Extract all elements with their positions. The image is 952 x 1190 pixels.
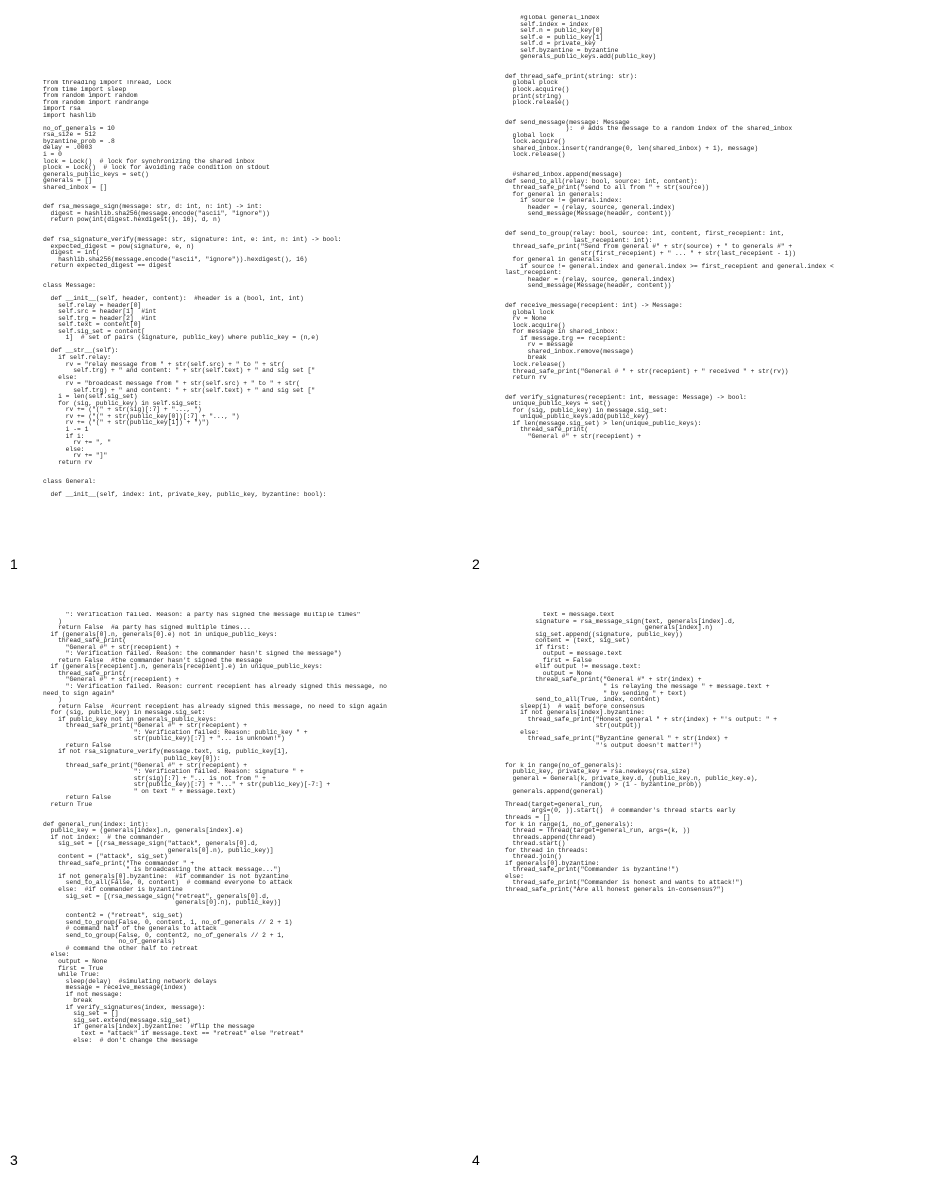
code-line: thread.start() xyxy=(505,840,566,848)
code-line: break xyxy=(505,354,547,362)
code-line: if not rsa_signature_verify(message.text, sig, public_key[1], xyxy=(43,748,289,756)
code-line: " by sending " + text) xyxy=(505,689,687,697)
code-line: self.e = public_key[1] xyxy=(505,33,604,41)
code-line: i = len(self.sig_set) xyxy=(43,393,138,401)
code-line: generals[0].n), public_key)] xyxy=(43,846,274,854)
code-line: class General: xyxy=(43,478,96,486)
code-line: self.text = content[0] xyxy=(43,321,142,329)
page-number-1: 1 xyxy=(10,556,18,572)
code-line: thread_safe_print( xyxy=(505,426,589,434)
code-line: generals_public_keys = set() xyxy=(43,170,149,178)
code-line: return True xyxy=(43,800,93,808)
code-line: if not generals[0].byzantine: #if commander is not byzantine xyxy=(43,872,289,880)
code-line: thread_safe_print("Honest general " + str(index) + "'s output: " + xyxy=(505,715,778,723)
code-line: threads.append(thread) xyxy=(505,833,596,841)
code-line: global lock xyxy=(505,308,555,316)
code-line: for (sig, public_key) in message.sig_set: xyxy=(505,406,668,414)
code-line: # command the other half to retreat xyxy=(43,944,198,952)
code-line: "General #" + str(recepient) + xyxy=(43,676,180,684)
code-line: str(output)) xyxy=(505,722,642,730)
code-line: return expected_digest == digest xyxy=(43,262,172,270)
code-line: signature = rsa_message_sign(text, generals[index].d, xyxy=(505,617,736,625)
code-line: last_recepient: xyxy=(505,269,562,277)
code-line: return False xyxy=(43,741,112,749)
code-line: for message in shared_inbox: xyxy=(505,328,619,336)
code-line: return rv xyxy=(43,458,93,466)
page-3 xyxy=(43,612,468,1152)
code-line: for thread in threads: xyxy=(505,846,589,854)
code-line: digest = hashlib.sha256(message.encode("ascii", "ignore")) xyxy=(43,209,270,217)
code-line: digest = int( xyxy=(43,249,100,257)
code-line: str(public_key)[:7] + "... is unknown!") xyxy=(43,735,285,743)
page-number-2: 2 xyxy=(472,556,480,572)
code-line: self.index = index xyxy=(505,20,589,28)
code-line: thread_safe_print("send to all from " + str(source)) xyxy=(505,184,710,192)
code-line: sig_set.append((signature, public_key)) xyxy=(505,630,683,638)
code-line: def thread_safe_print(string: str): xyxy=(505,72,638,80)
code-line: random() > (1 - byzantine_prob)) xyxy=(505,781,702,789)
code-line: thread_safe_print("Commander is byzantine!") xyxy=(505,866,679,874)
code-line: self.d = private_key xyxy=(505,40,596,48)
code-line: thread_safe_print("Byzantine general " + str(index) + xyxy=(505,735,728,743)
code-line: #shared_inbox.append(message) xyxy=(505,171,623,179)
code-line: generals[index].n) xyxy=(505,624,713,632)
code-line: need to sign again" xyxy=(43,689,115,697)
code-line: send_to_all(False, 0, content) # command everyone to attack xyxy=(43,879,293,887)
code-line: def send_to_group(relay: bool, source: int, content, first_recepient: int, xyxy=(505,230,785,238)
code-line: thread_safe_print("General #" + str(index) + xyxy=(505,676,702,684)
code-line: send_to_group(False, 0, content, 1, no_of_generals // 2 + 1) xyxy=(43,918,293,926)
code-line: output = None xyxy=(505,669,592,677)
code-line: "General #" + str(recepient) + xyxy=(43,643,180,651)
code-line: else: xyxy=(43,951,70,959)
code-line: global lock xyxy=(505,131,555,139)
page-1 xyxy=(43,80,468,560)
code-line: first = True xyxy=(43,964,104,972)
code-line: i = 0 xyxy=(43,151,62,159)
code-line: return False xyxy=(43,794,112,802)
code-line: import hashlib xyxy=(43,111,96,119)
code-line: if self.relay: xyxy=(43,353,112,361)
code-line: self.sig_set = content[ xyxy=(43,327,146,335)
code-line: def send_to_all(relay: bool, source: int, content): xyxy=(505,177,698,185)
code-line: else: xyxy=(43,445,85,453)
code-line: def send_message(message: Message xyxy=(505,118,630,126)
code-line: return False #a party has signed multiple times... xyxy=(43,624,251,632)
code-line: thread_safe_print("Send from general #" + str(source) + " to generals #" + xyxy=(505,243,793,251)
code-line: if generals[index].byzantine: #flip the message xyxy=(43,1023,255,1031)
code-line: rv = None xyxy=(505,315,547,323)
code-line: ): # adds the message to a random index of the shared_inbox xyxy=(505,125,793,133)
code-line: 1] # set of pairs (signature, public_key) where public_key = (n,e) xyxy=(43,334,319,342)
code-line: break xyxy=(43,997,93,1005)
code-line: if source != general.index: xyxy=(505,197,623,205)
code-line: send_to_all(True, index, content) xyxy=(505,696,660,704)
code-line: send_message(Message(header, content)) xyxy=(505,282,672,290)
code-line: if verify_signatures(index, message): xyxy=(43,1003,206,1011)
page-number-4: 4 xyxy=(472,1152,480,1168)
code-line: from threading import Thread, Lock xyxy=(43,80,172,86)
code-line: thread_safe_print("Are all honest generals in-consensus?") xyxy=(505,885,725,893)
code-line: rv += ("(" + str(public_key[0])[:7] + "..., ") xyxy=(43,412,240,420)
code-line: else: xyxy=(505,872,524,880)
code-line: rv = "broadcast message from " + str(self.src) + " to " + str( xyxy=(43,380,300,388)
code-line: shared_inbox = [] xyxy=(43,183,108,191)
code-line: self.trg = header[2] #int xyxy=(43,314,157,322)
code-line: Thread(target=general_run, xyxy=(505,800,604,808)
code-line: thread.join() xyxy=(505,853,562,861)
code-line: no_of_generals) xyxy=(43,938,176,946)
code-line: def general_run(index: int): xyxy=(43,820,149,828)
code-line: expected_digest = pow(signature, e, n) xyxy=(43,242,195,250)
code-line: self.trg) + " and content: " + str(self.text) + " and sig set [" xyxy=(43,367,316,375)
code-line: def verify_signatures(recepient: int, message: Message) -> bool: xyxy=(505,393,747,401)
code-line: " is broadcasting the attack message...") xyxy=(43,866,282,874)
code-line: sig_set = [(rsa_message_sign("retreat", generals[0].d, xyxy=(43,892,270,900)
code-line: self.byzantine = byzantine xyxy=(505,46,619,54)
code-line: lock.acquire() xyxy=(505,321,566,329)
code-line: rv += ("(" + str(public_key[1]) + ")") xyxy=(43,419,210,427)
code-line: hashlib.sha256(message.encode("ascii", "ignore")).hexdigest(), 16) xyxy=(43,255,308,263)
code-line: thread_safe_print("General #" + str(recepient) + xyxy=(43,761,248,769)
code-line: lock = Lock() # lock for synchronizing the shared inbox xyxy=(43,157,255,165)
code-line: rv += ("(" + str(sig)[:7] + "..., ") xyxy=(43,406,202,414)
code-line: public_key[0]): xyxy=(43,755,221,763)
code-line: def receive_message(recepient: int) -> Message: xyxy=(505,302,683,310)
code-line: thread_safe_print("The commander " + xyxy=(43,859,195,867)
code-line: #global general_index xyxy=(505,15,600,21)
code-line: import rsa xyxy=(43,105,81,113)
code-line: generals[0].n), public_key)] xyxy=(43,899,282,907)
code-line: i -= 1 xyxy=(43,425,89,433)
code-line: if public_key not in generals_public_keys: xyxy=(43,715,217,723)
code-line: for (sig, public_key) in message.sig_set: xyxy=(43,709,206,717)
code-line: thread_safe_print("Commander is honest and wants to attack!") xyxy=(505,879,744,887)
code-line: return False #current recepient has already signed this message, no need to sign again xyxy=(43,702,387,710)
code-line: public_key, private_key = rsa.newkeys(rsa_size) xyxy=(505,768,691,776)
code-line: str(sig)[:7] + "... is not from " + xyxy=(43,774,266,782)
code-line: "General #" + str(recepient) + xyxy=(505,433,642,440)
code-line: header = (relay, source, general.index) xyxy=(505,275,676,283)
code-line: message = receive_message(index) xyxy=(43,984,187,992)
code-line: while True: xyxy=(43,971,100,979)
code-line: if generals[0].byzantine: xyxy=(505,859,600,867)
code-line: content = (text, sig_set) xyxy=(505,637,630,645)
code-line: sleep(1) # wait before consensus xyxy=(505,702,645,710)
code-line: for general in generals: xyxy=(505,256,604,264)
code-line: if not index: # the commander xyxy=(43,833,164,841)
code-line: self.n = public_key[0] xyxy=(505,27,604,35)
code-line: ": Verification failed. Reason: signature " + xyxy=(43,768,304,776)
code-line: if (generals[recepient].n, generals[recepient].e) in unique_public_keys: xyxy=(43,663,323,671)
code-line: no_of_generals = 10 xyxy=(43,124,115,132)
code-line: unique_public_keys.add(public_key) xyxy=(505,413,649,421)
code-line: send_to_group(False, 0, content2, no_of_generals // 2 + 1, xyxy=(43,931,285,939)
code-line: thread = Thread(target=general_run, args=(k, )) xyxy=(505,827,691,835)
code-line: rsa_size = 512 xyxy=(43,131,96,139)
code-line: shared_inbox.insert(randrange(0, len(shared_inbox) + 1), message) xyxy=(505,144,759,152)
code-line: text = message.text xyxy=(505,612,615,618)
code-line: shared_inbox.remove(message) xyxy=(505,347,634,355)
code-line: rv += "]" xyxy=(43,452,108,460)
code-line: for k in range(no_of_generals): xyxy=(505,761,623,769)
code-line: ": Verification failed. Reason: the commander hasn't signed the message") xyxy=(43,650,342,658)
code-line: ) xyxy=(43,696,62,704)
code-line: else: xyxy=(505,728,540,736)
code-line: plock.acquire() xyxy=(505,86,570,94)
code-line: global plock xyxy=(505,79,558,87)
code-line: sig_set = [] xyxy=(43,1010,119,1018)
code-line: return rv xyxy=(505,374,547,382)
code-line: ": Verification failed. Reason: current recepient has already signed this message, no xyxy=(43,683,387,691)
code-line: rv += ", " xyxy=(43,439,112,447)
code-line: else: #if commander is byzantine xyxy=(43,885,183,893)
code-line: if (generals[0].n, generals[0].e) not in unique_public_keys: xyxy=(43,630,278,638)
code-line: send_message(Message(header, content)) xyxy=(505,210,672,218)
code-line: else: # don't change the message xyxy=(43,1036,198,1044)
code-line: thread_safe_print("General # " + str(recepient) + " received " + str(rv)) xyxy=(505,367,789,375)
code-line: args=(0, )).start() # commander's thread starts early xyxy=(505,807,736,815)
code-line: rv = "relay message from " + str(self.src) + " to " + str( xyxy=(43,360,285,368)
code-line: return False #the commander hasn't signed the message xyxy=(43,656,263,664)
code-line: generals_public_keys.add(public_key) xyxy=(505,53,657,61)
code-line: def __init__(self, index: int, private_key, public_key, byzantine: bool): xyxy=(43,491,327,499)
code-line: from random import random xyxy=(43,92,138,100)
code-line: public_key = (generals[index].n, generals[index].e) xyxy=(43,827,244,835)
code-line: ) xyxy=(43,617,62,625)
code-line: self.src = header[1] #int xyxy=(43,308,157,316)
code-line: elif output != message.text: xyxy=(505,663,642,671)
code-line: unique_public_keys = set() xyxy=(505,400,611,408)
code-block-3 xyxy=(43,612,468,1044)
code-block-4 xyxy=(505,612,945,894)
code-line: def rsa_message_sign(message: str, d: int, n: int) -> int: xyxy=(43,203,263,211)
code-line: content = ("attack", sig_set) xyxy=(43,853,168,861)
code-line: else: xyxy=(43,373,78,381)
code-line: " on text " + message.text) xyxy=(43,787,236,795)
code-line: lock.release() xyxy=(505,360,566,368)
code-line: general = General(k, private_key.d, (public_key.n, public_key.e), xyxy=(505,774,759,782)
code-line: lock.release() xyxy=(505,151,566,159)
code-line: def __str__(self): xyxy=(43,347,119,355)
code-line: if i: xyxy=(43,432,85,440)
code-line: " is relaying the message " + message.text + xyxy=(505,683,770,691)
code-line: str(public_key)[:7] + "..." + str(public_key)[-7:] + xyxy=(43,781,331,789)
code-line: first = False xyxy=(505,656,592,664)
code-line: generals.append(general) xyxy=(505,787,604,795)
code-line: sleep(delay) #simulating network delays xyxy=(43,977,217,985)
code-line: from random import randrange xyxy=(43,98,149,106)
code-line: if not message: xyxy=(43,990,123,998)
code-line: content2 = ("retreat", sig_set) xyxy=(43,912,183,920)
code-line: class Message: xyxy=(43,281,96,289)
code-line: self.relay = header[0] xyxy=(43,301,142,309)
code-line: self.trg) + " and content: " + str(self.text) + " and sig set [" xyxy=(43,386,316,394)
code-line: "'s output doesn't matter!") xyxy=(505,741,702,749)
code-line: text = "attack" if message.text == "retreat" else "retreat" xyxy=(43,1030,304,1037)
code-line: output = None xyxy=(43,957,108,965)
code-line: if len(message.sig_set) > len(unique_public_keys): xyxy=(505,419,702,427)
code-line: def __init__(self, header, content): #header is a (bool, int, int) xyxy=(43,295,304,303)
code-line: delay = .0003 xyxy=(43,144,93,152)
code-line: lock.acquire() xyxy=(505,138,566,146)
code-line: ": Verification failed: Reason: public_key " + xyxy=(43,728,308,736)
code-line: last_recepient: int): xyxy=(505,236,653,244)
code-line: threads = [] xyxy=(505,813,551,821)
code-line: if message.trg == recepient: xyxy=(505,334,626,342)
code-line: sig_set = [(rsa_message_sign("attack", generals[0].d, xyxy=(43,840,259,848)
code-line: if not generals[index].byzantine: xyxy=(505,709,645,717)
code-line: if source != general.index and general.index >= first_recepient and general.index < xyxy=(505,262,834,270)
code-line: def rsa_signature_verify(message: str, signature: int, e: int, n: int) -> bool: xyxy=(43,236,342,244)
code-block-2 xyxy=(505,15,945,441)
code-line: # command half of the generals to attack xyxy=(43,925,217,933)
code-line: generals = [] xyxy=(43,177,93,185)
code-line: from time import sleep xyxy=(43,85,127,93)
code-line: ": Verification failed. Reason: a party has signed the message multiple times" xyxy=(43,612,361,618)
code-line: return pow(int(digest.hexdigest(), 16), d, n) xyxy=(43,216,221,224)
code-line: header = (relay, source, general.index) xyxy=(505,203,676,211)
code-line: thread_safe_print("General #" + str(recepient) + xyxy=(43,722,248,730)
code-line: plock.release() xyxy=(505,99,570,107)
code-line: for (sig, public_key) in self.sig_set: xyxy=(43,399,202,407)
code-line: rv = message xyxy=(505,341,574,349)
code-line: print(string) xyxy=(505,92,562,100)
code-line: output = message.text xyxy=(505,650,623,658)
code-line: thread_safe_print( xyxy=(43,637,127,645)
code-line: thread_safe_print( xyxy=(43,669,127,677)
code-line: for general in generals: xyxy=(505,190,604,198)
code-line: str(first_recepient) + " ... " + str(last_recepient - 1)) xyxy=(505,249,796,257)
code-line: for k in range(1, no_of_generals): xyxy=(505,820,634,828)
page-number-3: 3 xyxy=(10,1152,18,1168)
code-block-1 xyxy=(43,80,468,499)
page-2 xyxy=(505,15,945,555)
code-line: if first: xyxy=(505,643,570,651)
page-4 xyxy=(505,612,945,1152)
code-line: sig_set.extend(message.sig_set) xyxy=(43,1016,191,1024)
code-line: byzantine_prob = .8 xyxy=(43,137,115,145)
code-line: plock = Lock() # lock for avoiding race condition on stdout xyxy=(43,164,270,172)
